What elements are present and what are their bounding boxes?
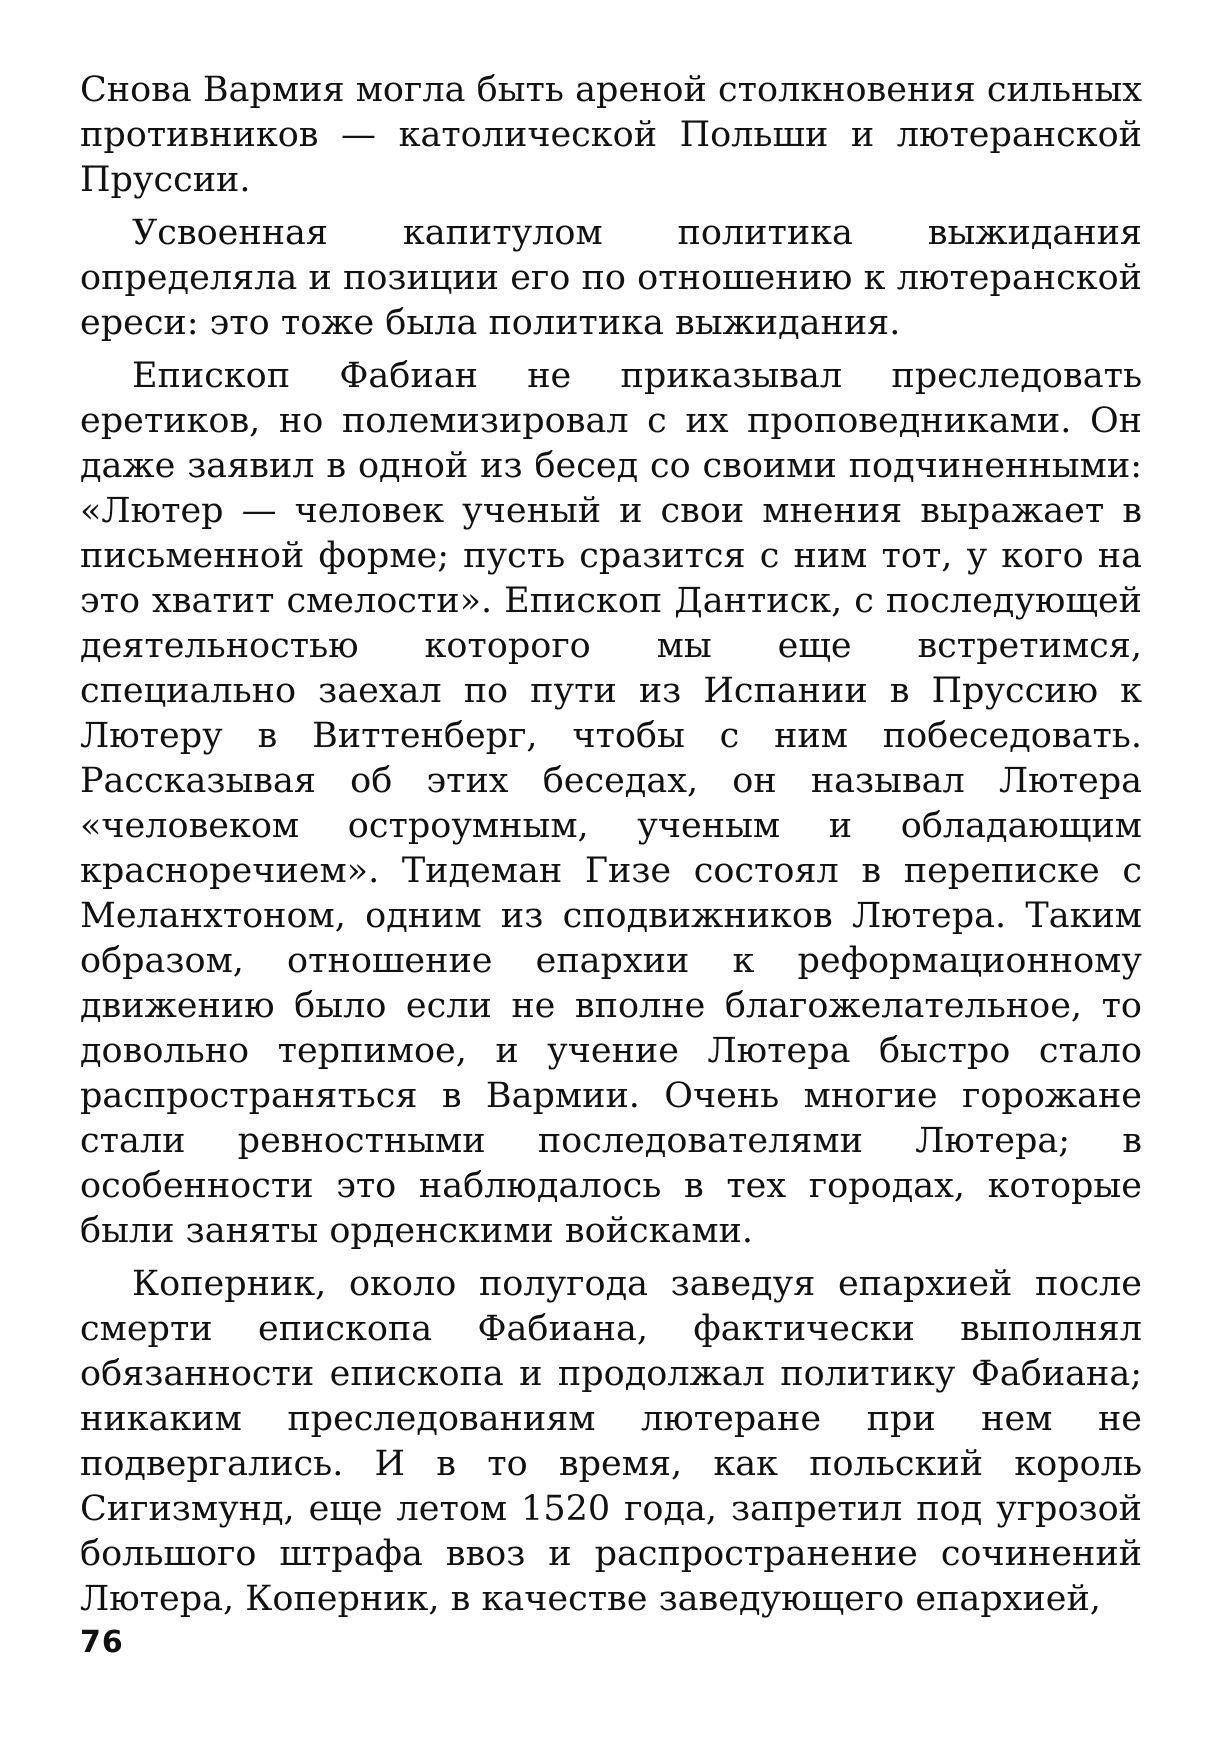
paragraph-4: Коперник, около полугода заведуя епархией после смерти епископа Фабиана, фактически выполнял обязанности епископа и продолжал политику Фабиана; никаким преследованиям лютеране при нем не подвергались. И в то время, как польский король Сигизмунд, еще летом 1520 года, запретил под угрозой большого штрафа ввоз и распространение сочинений Лютера, Коперник, в качестве заведующего епархией, xyxy=(80,1264,1142,1619)
paragraph-2: Усвоенная капитулом политика выжидания определяла и позиции его по отношению к лютеранской ереси: это тоже была политика выжидания. xyxy=(80,213,1142,343)
paragraph-1: Снова Вармия могла быть ареной столкновения сильных противников — католической Польши и лютеранской Пруссии. xyxy=(80,70,1142,200)
page-number: 76 xyxy=(80,1625,124,1660)
paragraph-3: Епископ Фабиан не приказывал преследовать еретиков, но полемизировал с их проповедниками. Он даже заявил в одной из бесед со своими подчиненными: «Лютер — человек ученый и свои мнения выражает в письменной форме; пусть сразится с ним тот, у кого на это хватит смелости». Епископ Дантиск, с последующей деятельностью которого мы еще встретимся, специально заехал по пути из Испании в Пруссию к Лютеру в Виттенберг, чтобы с ним побеседовать. Рассказывая об этих беседах, он называл Лютера «человеком остроумным, ученым и обладающим красноречием». Тидеман Гизе состоял в переписке с Меланхтоном, одним из сподвижников Лютера. Таким образом, отношение епархии к реформационному движению было если не вполне благожелательное, то довольно терпимое, и учение Лютера быстро стало распространяться в Вармии. Очень многие горожане стали ревностными последователями Лютера; в особенности это наблюдалось в тех городах, которые были заняты орденскими войсками. xyxy=(80,356,1142,1251)
page-body xyxy=(80,68,1142,1622)
